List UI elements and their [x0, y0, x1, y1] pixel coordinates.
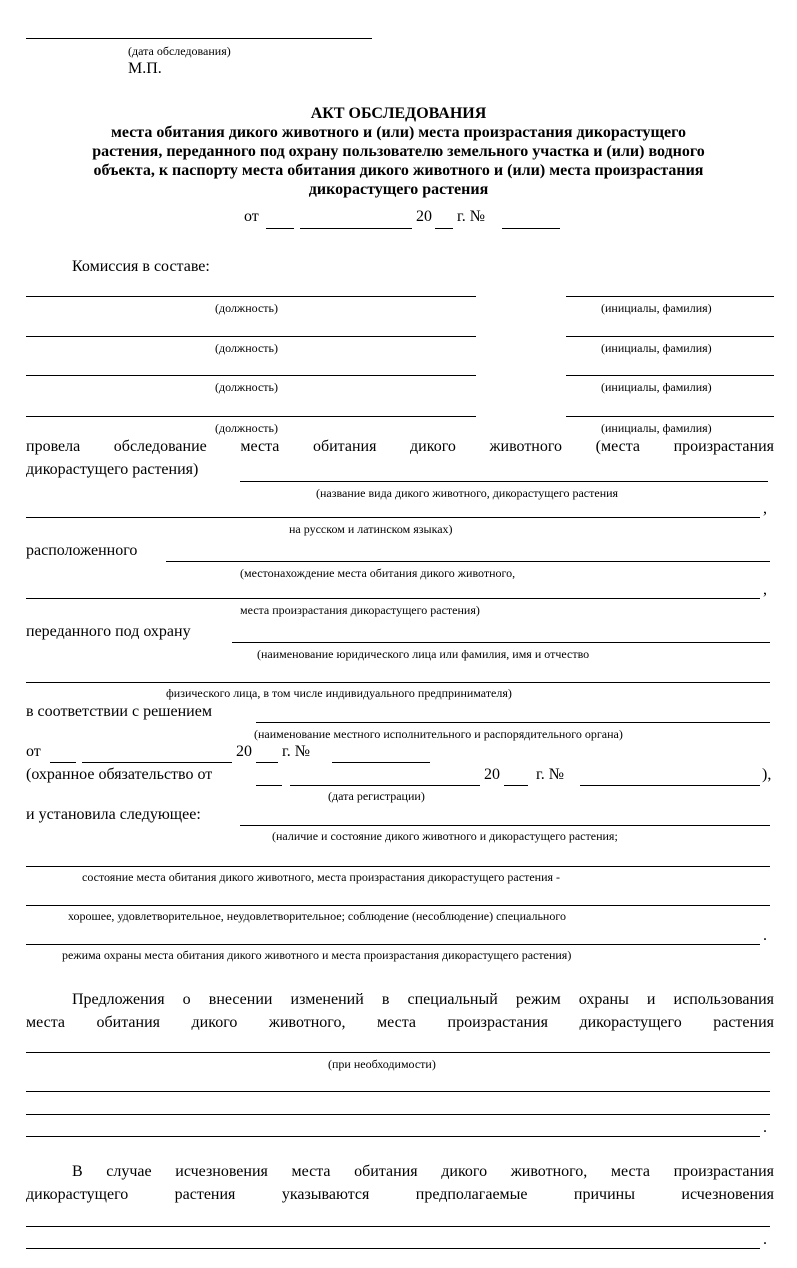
obligation-day-line[interactable]: [256, 785, 282, 786]
comma: ,: [763, 500, 767, 517]
survey-text: провела обследование места обитания дикого животного (места произрастания: [26, 438, 774, 455]
title-month-line[interactable]: [300, 228, 412, 229]
close-paren: ),: [762, 766, 772, 783]
title-year: 20: [416, 208, 432, 225]
location-label: (местонахождение места обитания дикого животного,: [240, 566, 516, 580]
name-label: (инициалы, фамилия): [601, 341, 712, 355]
subtitle-line: дикорастущего растения: [308, 181, 489, 198]
period: .: [763, 927, 767, 944]
position-label: (должность): [215, 341, 278, 355]
date-label: (дата обследования): [128, 44, 231, 58]
decision-number-line[interactable]: [332, 762, 430, 763]
proposals-line[interactable]: [26, 1052, 770, 1053]
owner-label: (наименование юридического лица или фамилия, имя и отчество: [257, 647, 590, 661]
disappearance-text: В случае исчезновения места обитания дикого животного, места произрастания: [72, 1163, 774, 1180]
name-line[interactable]: [566, 416, 774, 417]
proposals-line-3[interactable]: [26, 1114, 770, 1115]
name-line[interactable]: [566, 296, 774, 297]
state-label-4: режима охраны места обитания дикого животного и места произрастания дикорастущего растения): [62, 948, 572, 962]
decision-day-line[interactable]: [50, 762, 76, 763]
position-line[interactable]: [26, 416, 476, 417]
position-line[interactable]: [26, 336, 476, 337]
state-line-3[interactable]: [26, 905, 770, 906]
disappearance-line-2[interactable]: [26, 1248, 760, 1249]
commission-label: Комиссия в составе:: [72, 258, 210, 275]
disappearance-text-cont: дикорастущего растения указываются предполагаемые причины исчезновения: [26, 1186, 774, 1203]
title-year-line[interactable]: [435, 228, 453, 229]
proposals-line-4[interactable]: [26, 1136, 760, 1137]
authority-line[interactable]: [256, 722, 770, 723]
seal-mark: М.П.: [128, 60, 162, 77]
position-line[interactable]: [26, 296, 476, 297]
owner-line-2[interactable]: [26, 682, 770, 683]
species-line[interactable]: [240, 481, 768, 482]
name-line[interactable]: [566, 375, 774, 376]
title-from: от: [244, 208, 259, 225]
decision-year: 20: [236, 743, 252, 760]
obligation-number-line[interactable]: [580, 785, 760, 786]
name-label: (инициалы, фамилия): [601, 301, 712, 315]
name-line[interactable]: [566, 336, 774, 337]
title-number-line[interactable]: [502, 228, 560, 229]
obligation-year-line[interactable]: [504, 785, 528, 786]
title-day-line[interactable]: [266, 228, 294, 229]
transferred-label: переданного под охрану: [26, 623, 191, 640]
owner-line[interactable]: [232, 642, 770, 643]
proposals-note: (при необходимости): [328, 1057, 436, 1071]
state-line-2[interactable]: [26, 866, 770, 867]
position-line[interactable]: [26, 375, 476, 376]
date-line[interactable]: [26, 38, 372, 39]
title-number-label: г. №: [457, 208, 486, 225]
subtitle-line: объекта, к паспорту места обитания дикого животного и (или) места произрастания: [93, 162, 704, 179]
obligation-month-line[interactable]: [290, 785, 480, 786]
period: .: [763, 1119, 767, 1136]
proposals-text-cont: места обитания дикого животного, места произрастания дикорастущего растения: [26, 1014, 774, 1031]
state-label: (наличие и состояние дикого животного и дикорастущего растения;: [272, 829, 618, 843]
state-label-3: хорошее, удовлетворительное, неудовлетворительное; соблюдение (несоблюдение) специального: [68, 909, 566, 923]
state-line[interactable]: [240, 825, 770, 826]
disappearance-line[interactable]: [26, 1226, 770, 1227]
position-label: (должность): [215, 301, 278, 315]
decision-year-line[interactable]: [256, 762, 278, 763]
name-label: (инициалы, фамилия): [601, 421, 712, 435]
registration-label: (дата регистрации): [328, 789, 425, 803]
document-title: АКТ ОБСЛЕДОВАНИЯ: [310, 105, 487, 122]
obligation-label: (охранное обязательство от: [26, 766, 213, 783]
decision-label: в соответствии с решением: [26, 703, 212, 720]
position-label: (должность): [215, 421, 278, 435]
proposals-line-2[interactable]: [26, 1091, 770, 1092]
established-label: и установила следующее:: [26, 806, 201, 823]
subtitle-line: места обитания дикого животного и (или) места произрастания дикорастущего: [111, 124, 686, 141]
species-line-2[interactable]: [26, 517, 760, 518]
decision-month-line[interactable]: [82, 762, 232, 763]
proposals-text: Предложения о внесении изменений в специальный режим охраны и использования: [72, 991, 774, 1008]
species-label-2: на русском и латинском языках): [289, 522, 453, 536]
survey-text-cont: дикорастущего растения): [26, 461, 199, 478]
name-label: (инициалы, фамилия): [601, 380, 712, 394]
state-label-2: состояние места обитания дикого животного, места произрастания дикорастущего растения -: [82, 870, 561, 884]
location-line[interactable]: [166, 561, 770, 562]
obligation-year: 20: [484, 766, 500, 783]
decision-from: от: [26, 743, 41, 760]
subtitle-line: растения, переданного под охрану пользователю земельного участка и (или) водного: [92, 143, 705, 160]
decision-number-label: г. №: [282, 743, 311, 760]
species-label: (название вида дикого животного, дикорастущего растения: [316, 486, 619, 500]
location-line-2[interactable]: [26, 598, 760, 599]
position-label: (должность): [215, 380, 278, 394]
authority-label: (наименование местного исполнительного и распорядительного органа): [254, 727, 623, 741]
location-label-2: места произрастания дикорастущего растения): [240, 603, 480, 617]
state-line-4[interactable]: [26, 944, 760, 945]
owner-label-2: физического лица, в том числе индивидуального предпринимателя): [166, 686, 512, 700]
period: .: [763, 1231, 767, 1248]
comma: ,: [763, 581, 767, 598]
located-label: расположенного: [26, 542, 138, 559]
obligation-number-label: г. №: [536, 766, 565, 783]
